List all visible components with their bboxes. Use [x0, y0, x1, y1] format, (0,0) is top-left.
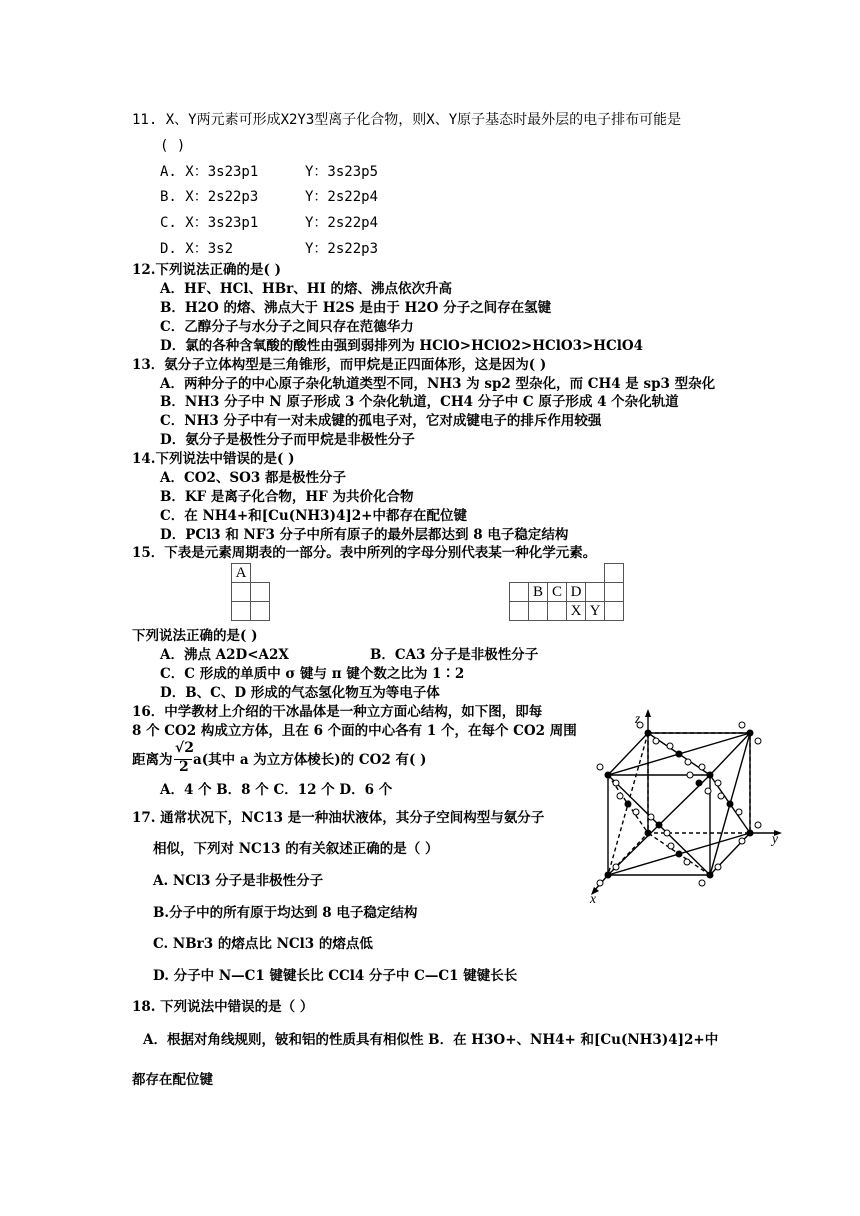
- q18-options-ab: A．根据对角线规则，铍和铝的性质具有相似性 B．在 H3O+、NH4+ 和[Cu(NH3)4]2+中: [143, 1032, 719, 1048]
- pt-cell-b: B: [529, 583, 548, 602]
- pt-cell-empty: [605, 602, 624, 621]
- pt-cell-empty: [605, 564, 624, 583]
- pt-cell-empty: [232, 583, 251, 602]
- q15-prompt: 下列说法正确的是( ): [132, 628, 258, 644]
- pt-cell-empty: [251, 583, 270, 602]
- q13-option-c: C．NH3 分子中有一对未成键的孤电子对，它对成键电子的排斥作用较强: [160, 413, 602, 429]
- q15-option-d: D．B、C、D 形成的气态氢化物互为等电子体: [160, 685, 440, 701]
- q17-line2: 相似，下列对 NC13 的有关叙述正确的是（ ）: [153, 841, 439, 857]
- q16-line2: 8 个 CO2 构成立方体，且在 6 个面的中心各有 1 个，在每个 CO2 周围: [132, 723, 577, 739]
- pt-cell-empty: [232, 602, 251, 621]
- pt-cell-empty: [586, 583, 605, 602]
- q14-option-c: C．在 NH4+和[Cu(NH3)4]2+中都存在配位键: [160, 508, 467, 524]
- pt-cell-empty: [251, 602, 270, 621]
- q14-option-b: B．KF 是离子化合物，HF 为共价化合物: [160, 489, 414, 505]
- q17-option-c: C. NBr3 的熔点比 NCl3 的熔点低: [153, 936, 373, 952]
- q11-option-c: C. X：3s23p1: [160, 215, 259, 231]
- q11-option-c-y: Y：2s22p4: [305, 215, 379, 231]
- q13-stem: 13．氨分子立体构型是三角锥形，而甲烷是正四面体形，这是因为( ): [132, 357, 547, 373]
- pt-cell-empty: [548, 602, 567, 621]
- dry-ice-unit-cell-diagram: [580, 705, 790, 905]
- pt-cell-empty: [605, 583, 624, 602]
- q17-line1: 17. 通常状况下，NC13 是一种油状液体，其分子空间构型与氨分子: [132, 810, 545, 826]
- pt-cell-a: A: [232, 564, 251, 583]
- pt-cell-empty: [529, 602, 548, 621]
- q11-paren: ( ): [160, 138, 186, 154]
- pt-cell-c: C: [548, 583, 567, 602]
- pt-cell-empty: [510, 583, 529, 602]
- q14-option-d: D．PCl3 和 NF3 分子中所有原子的最外层都达到 8 电子稳定结构: [160, 527, 569, 543]
- q11-option-d-y: Y：2s22p3: [305, 241, 379, 257]
- q11-option-a: A. X：3s23p1: [160, 164, 259, 180]
- q13-option-a: A．两种分子的中心原子杂化轨道类型不同，NH3 为 sp2 型杂化，而 CH4 是 sp3 型杂化: [160, 376, 716, 392]
- q15-stem: 15．下表是元素周期表的一部分。表中所列的字母分别代表某一种化学元素。: [132, 545, 597, 561]
- q17-option-b: B.分子中的所有原于均达到 8 电子稳定结构: [153, 905, 418, 921]
- q12-option-d: D．氯的各种含氧酸的酸性由强到弱排列为 HClO>HClO2>HClO3>HClO4: [160, 338, 644, 354]
- pt-cell-d: D: [567, 583, 586, 602]
- axis-x-label: x: [590, 891, 596, 906]
- q15-option-b: B．CA3 分子是非极性分子: [370, 647, 539, 663]
- q16-options: A．4 个 B．8 个 C．12 个 D．6 个: [160, 782, 393, 798]
- q17-option-d: D. 分子中 N—C1 键键长比 CCl4 分子中 C—C1 键键长长: [153, 968, 518, 984]
- q12-option-b: B．H2O 的熔、沸点大于 H2S 是由于 H2O 分子之间存在氢键: [160, 300, 552, 316]
- pt-cell-empty: [510, 602, 529, 621]
- q18-stem: 18. 下列说法中错误的是（ ）: [132, 999, 314, 1015]
- q14-stem: 14.下列说法中错误的是( ): [132, 451, 295, 467]
- fraction-numerator: √2: [175, 740, 194, 756]
- q13-option-b: B．NH3 分子中 N 原子形成 3 个杂化轨道，CH4 分子中 C 原子形成 4 个杂化轨道: [160, 394, 679, 410]
- pt-cell-y: Y: [586, 602, 605, 621]
- fraction-denominator: 2: [179, 759, 189, 775]
- periodic-table-fragment: [231, 563, 624, 621]
- q13-option-d: D．氨分子是极性分子而甲烷是非极性分子: [160, 432, 415, 448]
- q16-line1: 16．中学教材上介绍的干冰晶体是一种立方面心结构，如下图，即每: [132, 704, 543, 720]
- q12-stem: 12.下列说法正确的是( ): [132, 262, 281, 278]
- q11-option-a-y: Y：3s23p5: [305, 164, 379, 180]
- q14-option-a: A．CO2、SO3 都是极性分子: [160, 470, 346, 486]
- axis-z-label: z: [635, 711, 641, 726]
- pt-cell-x: X: [567, 602, 586, 621]
- axis-y-label: y: [772, 831, 778, 846]
- q15-option-a: A．沸点 A2D<A2X: [160, 647, 289, 663]
- q11-option-d: D. X：3s2: [160, 241, 234, 257]
- q12-option-a: A．HF、HCl、HBr、HI 的熔、沸点依次升高: [160, 281, 452, 297]
- q18-continuation: 都存在配位键: [132, 1072, 213, 1088]
- q11-option-b-y: Y：2s22p4: [305, 189, 379, 205]
- q11-stem: 11. X、Y两元素可形成X2Y3型离子化合物，则X、Y原子基态时最外层的电子排布可能是: [132, 112, 682, 128]
- q17-option-a: A. NCl3 分子是非极性分子: [153, 873, 324, 889]
- q16-line3-pre: 距离为: [132, 752, 173, 768]
- q11-option-b: B. X：2s22p3: [160, 189, 259, 205]
- q16-line3-post: a(其中 a 为立方体棱长)的 CO2 有( ): [193, 752, 427, 768]
- q15-option-c: C．C 形成的单质中 σ 键与 π 键个数之比为 1∶2: [160, 666, 465, 682]
- q12-option-c: C．乙醇分子与水分子之间只存在范德华力: [160, 319, 414, 335]
